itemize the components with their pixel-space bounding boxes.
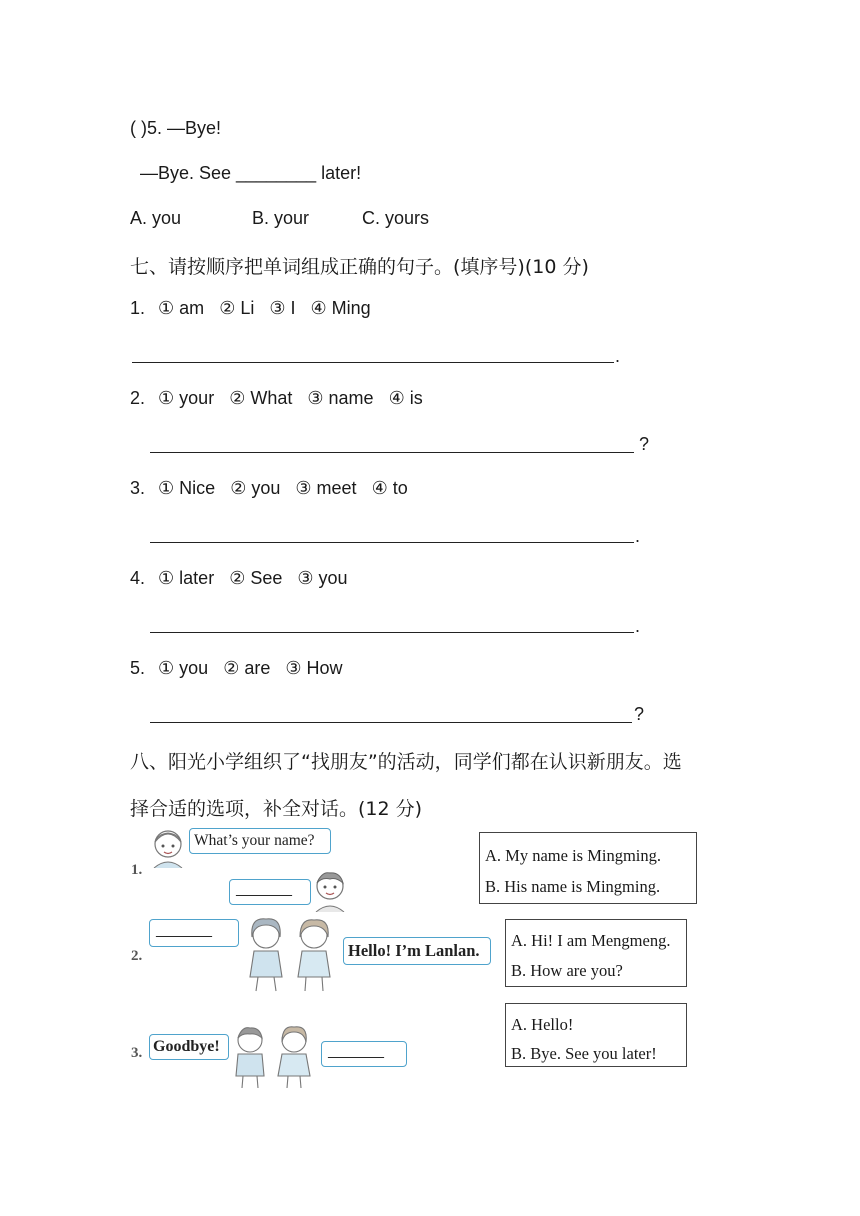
dialog-2-bubble-left-blank: ________	[156, 924, 212, 939]
girl-avatar-icon	[148, 826, 188, 868]
s7-item-1-word-1: ① am	[158, 298, 205, 318]
s7-item-3	[130, 478, 418, 499]
dialog-2-bubble-right	[343, 937, 491, 965]
dialog-1-bubble-right-blank: ________	[236, 883, 292, 898]
s7-item-2-number: 2.	[130, 388, 146, 408]
q5-prompt: ( )5. —Bye!	[130, 118, 222, 138]
s7-item-5-word-1: ① you	[158, 658, 209, 678]
s7-item-5-word-3: ③ How	[285, 658, 343, 678]
s7-item-2-word-3: ③ name	[307, 388, 374, 408]
s7-item-4-word-2: ② See	[229, 568, 283, 588]
s7-item-1	[130, 298, 381, 319]
s7-item-3-word-1: ① Nice	[158, 478, 216, 498]
s7-item-4-end-mark: .	[635, 616, 641, 636]
dialog-2-options-box	[505, 919, 687, 987]
section8-heading-line1: 八、阳光小学组织了“找朋友”的活动，同学们都在认识新朋友。选	[130, 751, 682, 773]
dialog-1-option-b[interactable]: B. His name is Mingming.	[485, 877, 661, 896]
dialog-1-bubble-left	[189, 828, 331, 854]
s7-item-3-word-3: ③ meet	[295, 478, 357, 498]
section8-heading-line2: 择合适的选项，补全对话。(12 分)	[130, 798, 423, 820]
dialog-1-options-box	[479, 832, 697, 904]
dialog-3-option-a[interactable]: A. Hello!	[511, 1015, 574, 1034]
section7-heading: 七、请按顺序把单词组成正确的句子。(填序号)(10 分)	[130, 256, 589, 278]
s7-item-2-word-1: ① your	[158, 388, 215, 408]
s7-item-4-number: 4.	[130, 568, 146, 588]
dialog-3-number: 3.	[131, 1045, 143, 1061]
s7-item-3-word-4: ④ to	[371, 478, 408, 498]
s7-item-1-word-2: ② Li	[219, 298, 255, 318]
s7-item-4	[130, 568, 358, 589]
s7-item-3-end-mark: .	[635, 526, 641, 546]
s7-item-2-word-2: ② What	[229, 388, 293, 408]
q5-options	[130, 208, 429, 229]
dialog-2-bubble-right-text: Hello! I’m Lanlan.	[348, 941, 480, 960]
dialog-2-number: 2.	[131, 948, 143, 964]
s7-item-3-word-2: ② you	[230, 478, 281, 498]
s7-item-2-answer-line[interactable]	[150, 452, 634, 453]
s7-item-2	[130, 388, 433, 409]
dialog-2-option-a[interactable]: A. Hi! I am Mengmeng.	[511, 931, 671, 950]
s7-item-1-number: 1.	[130, 298, 146, 318]
s7-item-5-word-2: ② are	[223, 658, 271, 678]
dialog-1-bubble-left-text: What’s your name?	[194, 832, 315, 849]
s7-item-3-number: 3.	[130, 478, 146, 498]
s7-item-5	[130, 658, 353, 679]
q5-option-a[interactable]: A. you	[130, 208, 182, 228]
s7-item-5-end-mark: ?	[634, 704, 645, 724]
dialog-3-bubble-left	[149, 1034, 229, 1060]
s7-item-2-word-4: ④ is	[388, 388, 423, 408]
dialog-3-options-box	[505, 1003, 687, 1067]
dialog-2-option-b[interactable]: B. How are you?	[511, 961, 623, 980]
s7-item-4-word-1: ① later	[158, 568, 215, 588]
s7-item-4-word-3: ③ you	[297, 568, 348, 588]
s7-item-3-answer-line[interactable]	[150, 542, 634, 543]
dialog-2-bubble-left[interactable]	[149, 919, 239, 947]
dialog-1-bubble-right[interactable]	[229, 879, 311, 905]
s7-item-1-answer-line[interactable]	[132, 362, 614, 363]
q5-reply: —Bye. See ________ later!	[140, 163, 362, 183]
two-girls-illustration-icon	[242, 915, 340, 995]
q5-option-c[interactable]: C. yours	[362, 208, 430, 228]
two-kids-waving-illustration-icon	[228, 1022, 320, 1090]
dialog-1-option-a[interactable]: A. My name is Mingming.	[485, 846, 661, 865]
dialog-3-bubble-right-blank: ________	[328, 1045, 384, 1060]
dialog-3-bubble-right[interactable]	[321, 1041, 407, 1067]
q5-option-b[interactable]: B. your	[252, 208, 310, 228]
s7-item-2-end-mark: ?	[639, 434, 650, 454]
dialog-1-number: 1.	[131, 862, 143, 878]
boy-avatar-icon	[310, 868, 350, 912]
s7-item-1-word-3: ③ I	[269, 298, 296, 318]
dialog-3-bubble-left-text: Goodbye!	[153, 1038, 220, 1055]
s7-item-5-number: 5.	[130, 658, 146, 678]
s7-item-5-answer-line[interactable]	[150, 722, 632, 723]
s7-item-4-answer-line[interactable]	[150, 632, 634, 633]
s7-item-1-end-mark: .	[615, 346, 621, 366]
s7-item-1-word-4: ④ Ming	[310, 298, 371, 318]
dialog-3-option-b[interactable]: B. Bye. See you later!	[511, 1044, 657, 1063]
